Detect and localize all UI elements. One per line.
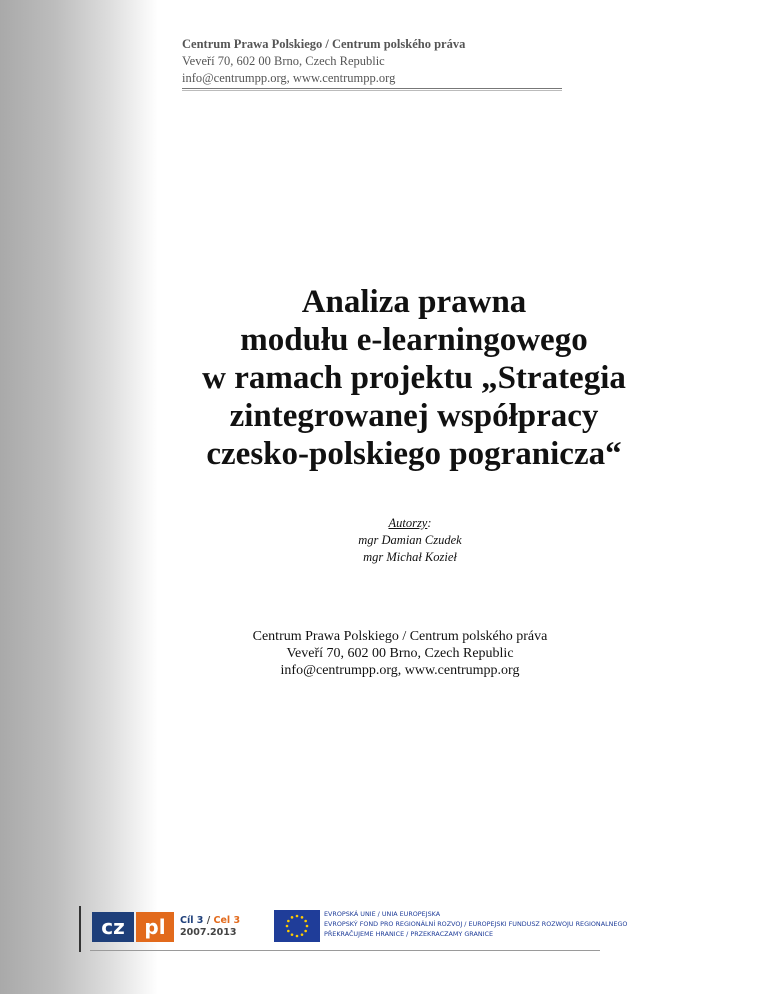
address-contact: info@centrumpp.org, www.centrumpp.org [280,663,520,678]
letterhead [182,36,562,87]
eu-star [296,915,299,918]
czpl-logo-cz: cz [92,912,134,942]
eu-star [291,933,294,936]
letterhead-divider [182,88,562,91]
eu-star [296,935,299,938]
eu-star [304,920,307,923]
letterhead-contact: info@centrumpp.org, www.centrumpp.org [182,71,396,85]
address-block [200,628,600,679]
title-line: zintegrowanej współpracy [229,398,599,434]
author-name: mgr Michał Kozieł [363,550,457,564]
letterhead-address: Veveří 70, 602 00 Brno, Czech Republic [182,54,385,68]
authors-block [260,515,560,566]
eu-star [287,920,290,923]
eu-star [286,925,289,928]
eu-star [287,930,290,933]
eu-caption-line: EVROPSKÁ UNIE / UNIA EUROPEJSKA [324,910,441,918]
authors-label: Autorzy [388,516,428,530]
czpl-logo [92,912,240,942]
eu-flag-icon [274,910,320,942]
address-org: Centrum Prawa Polskiego / Centrum polského práva [252,629,548,644]
title-line: czesko-polskiego pogranicza“ [206,436,622,472]
author-name: mgr Damian Czudek [358,533,462,547]
authors-heading: Autorzy: [388,516,432,530]
eu-star [291,916,294,919]
czpl-cil: Cíl 3 [180,915,204,926]
footer-vertical-rule [79,906,81,952]
sidebar-gradient [0,0,158,994]
eu-caption [324,909,628,939]
czpl-logo-pl: pl [136,912,174,942]
eu-star [306,925,309,928]
address-street: Veveří 70, 602 00 Brno, Czech Republic [286,646,514,661]
czpl-years: 2007.2013 [180,927,237,938]
title-line: Analiza prawna [301,284,527,320]
title-line: modułu e-learningowego [240,322,588,358]
eu-caption-line: EVROPSKÝ FOND PRO REGIONÁLNÍ ROZVOJ / EUROPEJSKI FUNDUSZ ROZWOJU REGIONALNEGO [324,920,628,928]
eu-star [304,930,307,933]
eu-caption-line: PŘEKRAČUJEME HRANICE / PRZEKRACZAMY GRANICE [324,930,494,938]
eu-star [301,933,304,936]
czpl-logo-caption: Cíl 3 / Cel 3 2007.2013 [180,915,241,938]
document-title [160,283,668,473]
czpl-cel: Cel 3 [213,915,241,926]
footer-divider [90,950,600,951]
letterhead-org: Centrum Prawa Polskiego / Centrum polského práva [182,37,466,51]
eu-star [301,916,304,919]
title-line: w ramach projektu „Strategia [202,360,626,396]
